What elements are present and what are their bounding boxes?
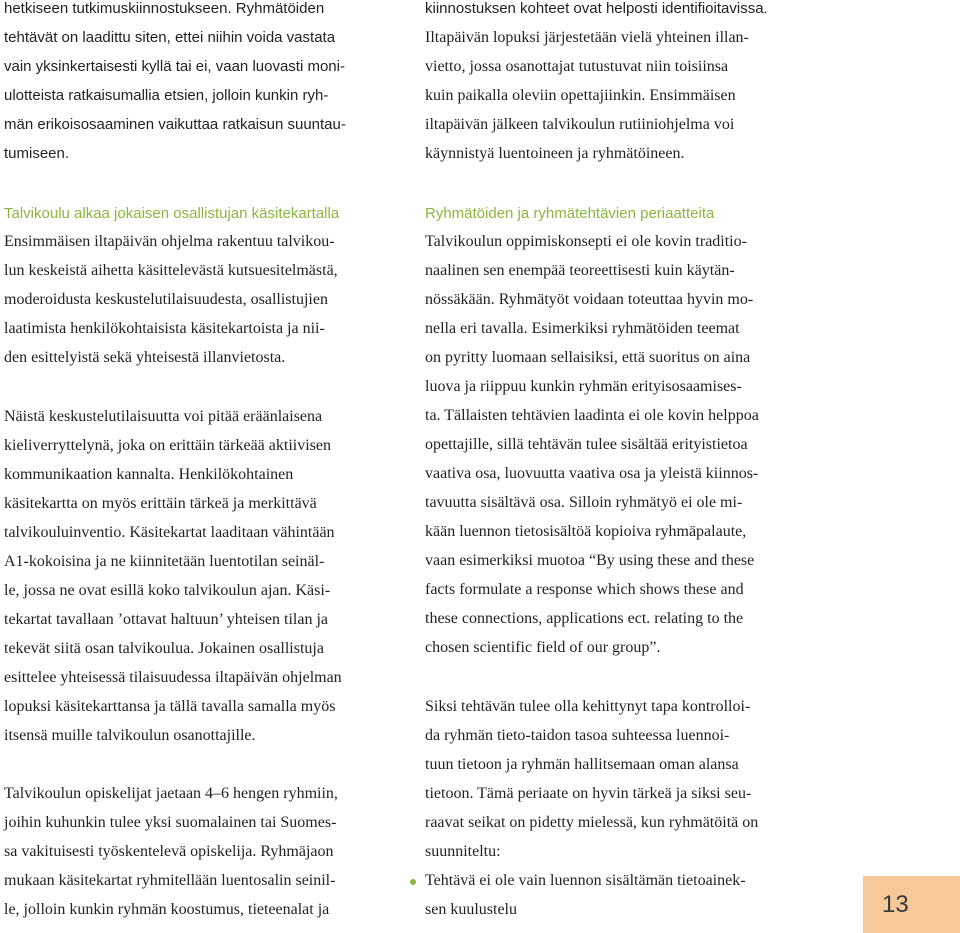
text-line: käsitekartta on myös erittäin tärkeä ja merkittävä [4, 495, 317, 512]
text-line: Ensimmäisen iltapäivän ohjelma rakentuu talvikou- [4, 233, 335, 250]
text-line: suunniteltu: [425, 843, 501, 860]
page-number: 13 [882, 890, 909, 918]
text-line: tekartat tavallaan ’ottavat haltuun’ yhteisen tilan ja [4, 611, 329, 628]
text-line: kieliverryttelynä, joka on erittäin tärkeää aktiivisen [4, 437, 331, 454]
text-line: hetkiseen tutkimuskiinnostukseen. Ryhmätöiden [4, 0, 325, 17]
text-line: den esittelyistä sekä yhteisestä illanvietosta. [4, 349, 286, 366]
text-line: sa vakituisesti työskentelevä opiskelija. Ryhmäjaon [4, 843, 334, 860]
text-line: nössäkään. Ryhmätyöt voidaan toteuttaa hyvin mo- [425, 291, 754, 308]
text-line: Siksi tehtävän tulee olla kehittynyt tapa kontrolloi- [425, 698, 751, 715]
text-line: sen kuulustelu [425, 901, 517, 918]
text-line: luova ja riippuu kunkin ryhmän erityisosaamises- [425, 378, 742, 395]
text-line: vaan esimerkiksi muotoa “By using these and these [425, 552, 755, 569]
text-line: naalinen sen enempää teoreettisesti kuin käytän- [425, 262, 735, 279]
text-line: esittelee yhteisessä tilaisuudessa iltapäivän ohjelman [4, 669, 342, 686]
text-line: le, jossa ne ovat esillä koko talvikoulun ajan. Käsi- [4, 582, 331, 599]
text-line: Näistä keskustelutilaisuutta voi pitää eräänlaisena [4, 408, 323, 425]
text-line: tehtävät on laadittu siten, ettei niihin voida vastata [4, 29, 336, 46]
text-line: kiinnostuksen kohteet ovat helposti identifioitavissa. [425, 0, 768, 17]
text-line: käynnistyä luentoineen ja ryhmätöineen. [425, 145, 685, 162]
text-line: Iltapäivän lopuksi järjestetään vielä yhteinen illan- [425, 29, 749, 46]
text-line: tekevät siitä osan talvikoulua. Jokainen osallistuja [4, 640, 324, 657]
text-line: tuun tietoon ja ryhmän hallitsemaan oman alansa [425, 756, 739, 773]
bullet-text: Tehtävä ei ole vain luennon sisältämän tietoainek- [425, 872, 746, 889]
text-line: nella eri tavalla. Esimerkiksi ryhmätöiden teemat [425, 320, 740, 337]
text-line: lopuksi käsitekarttansa ja tällä tavalla samalla myös [4, 698, 336, 715]
text-line: lun keskeistä aihetta käsittelevästä kutsuesitelmästä, [4, 262, 338, 279]
text-line: tavuutta sisältävä osa. Silloin ryhmätyö ei ole mi- [425, 494, 743, 511]
text-line: chosen scientific field of our group”. [425, 639, 661, 656]
text-line: tumiseen. [4, 145, 70, 162]
text-line: vain yksinkertaisesti kyllä tai ei, vaan luovasti moni- [4, 58, 345, 75]
bullet-item [425, 871, 746, 891]
text-line: laatimista henkilökohtaisista käsitekartoista ja nii- [4, 320, 325, 337]
text-line: facts formulate a response which shows these and [425, 581, 744, 598]
text-line: Talvikoulun oppimiskonsepti ei ole kovin traditio- [425, 233, 747, 250]
text-line: kommunikaation kannalta. Henkilökohtainen [4, 466, 294, 483]
page-number-box [863, 876, 960, 933]
text-line: itsensä muille talvikoulun osanottajille. [4, 727, 256, 744]
text-line: opettajille, sillä tehtävän tulee sisältää erityistietoa [425, 436, 748, 453]
text-line: da ryhmän tieto-taidon tasoa suhteessa luennoi- [425, 727, 730, 744]
text-line: män erikoisosaaminen vaikuttaa ratkaisun suuntau- [4, 116, 346, 133]
text-line: kuin paikalla oleviin opettajiinkin. Ensimmäisen [425, 87, 736, 104]
text-line: le, jolloin kunkin ryhmän koostumus, tieteenalat ja [4, 901, 330, 918]
text-line: moderoidusta keskustelutilaisuudesta, osallistujien [4, 291, 328, 308]
text-line: on pyritty luomaan sellaisiksi, että suoritus on aina [425, 349, 751, 366]
section-heading: Talvikoulu alkaa jokaisen osallistujan käsitekartalla [4, 205, 340, 222]
text-line: vietto, jossa osanottajat tutustuvat niin toisiinsa [425, 58, 729, 75]
text-line: tietoon. Tämä periaate on hyvin tärkeä ja siksi seu- [425, 785, 752, 802]
text-line: raavat seikat on pidetty mielessä, kun ryhmätöitä on [425, 814, 759, 831]
text-line: iltapäivän jälkeen talvikoulun rutiiniohjelma voi [425, 116, 735, 133]
section-heading: Ryhmätöiden ja ryhmätehtävien periaatteita [425, 205, 715, 222]
text-line: these connections, applications ect. relating to the [425, 610, 744, 627]
text-line: mukaan käsitekartat ryhmitellään luentosalin seinil- [4, 872, 336, 889]
text-line: A1-kokoisina ja ne kiinnitetään luentotilan seinäl- [4, 553, 325, 570]
text-line: Talvikoulun opiskelijat jaetaan 4–6 hengen ryhmiin, [4, 785, 338, 802]
text-line: kään luennon tietosisältöä kopioiva ryhmäpalaute, [425, 523, 747, 540]
text-line: talvikouluinventio. Käsitekartat laaditaan vähintään [4, 524, 335, 541]
text-line: vaativa osa, luovuutta vaativa osa ja yleistä kiinnos- [425, 465, 759, 482]
bullet-icon [410, 879, 416, 885]
text-line: joihin kuhunkin tulee yksi suomalainen tai Suomes- [4, 814, 337, 831]
text-line: ta. Tällaisten tehtävien laadinta ei ole kovin helppoa [425, 407, 759, 424]
text-line: ulotteista ratkaisumallia etsien, jolloin kunkin ryh- [4, 87, 329, 104]
